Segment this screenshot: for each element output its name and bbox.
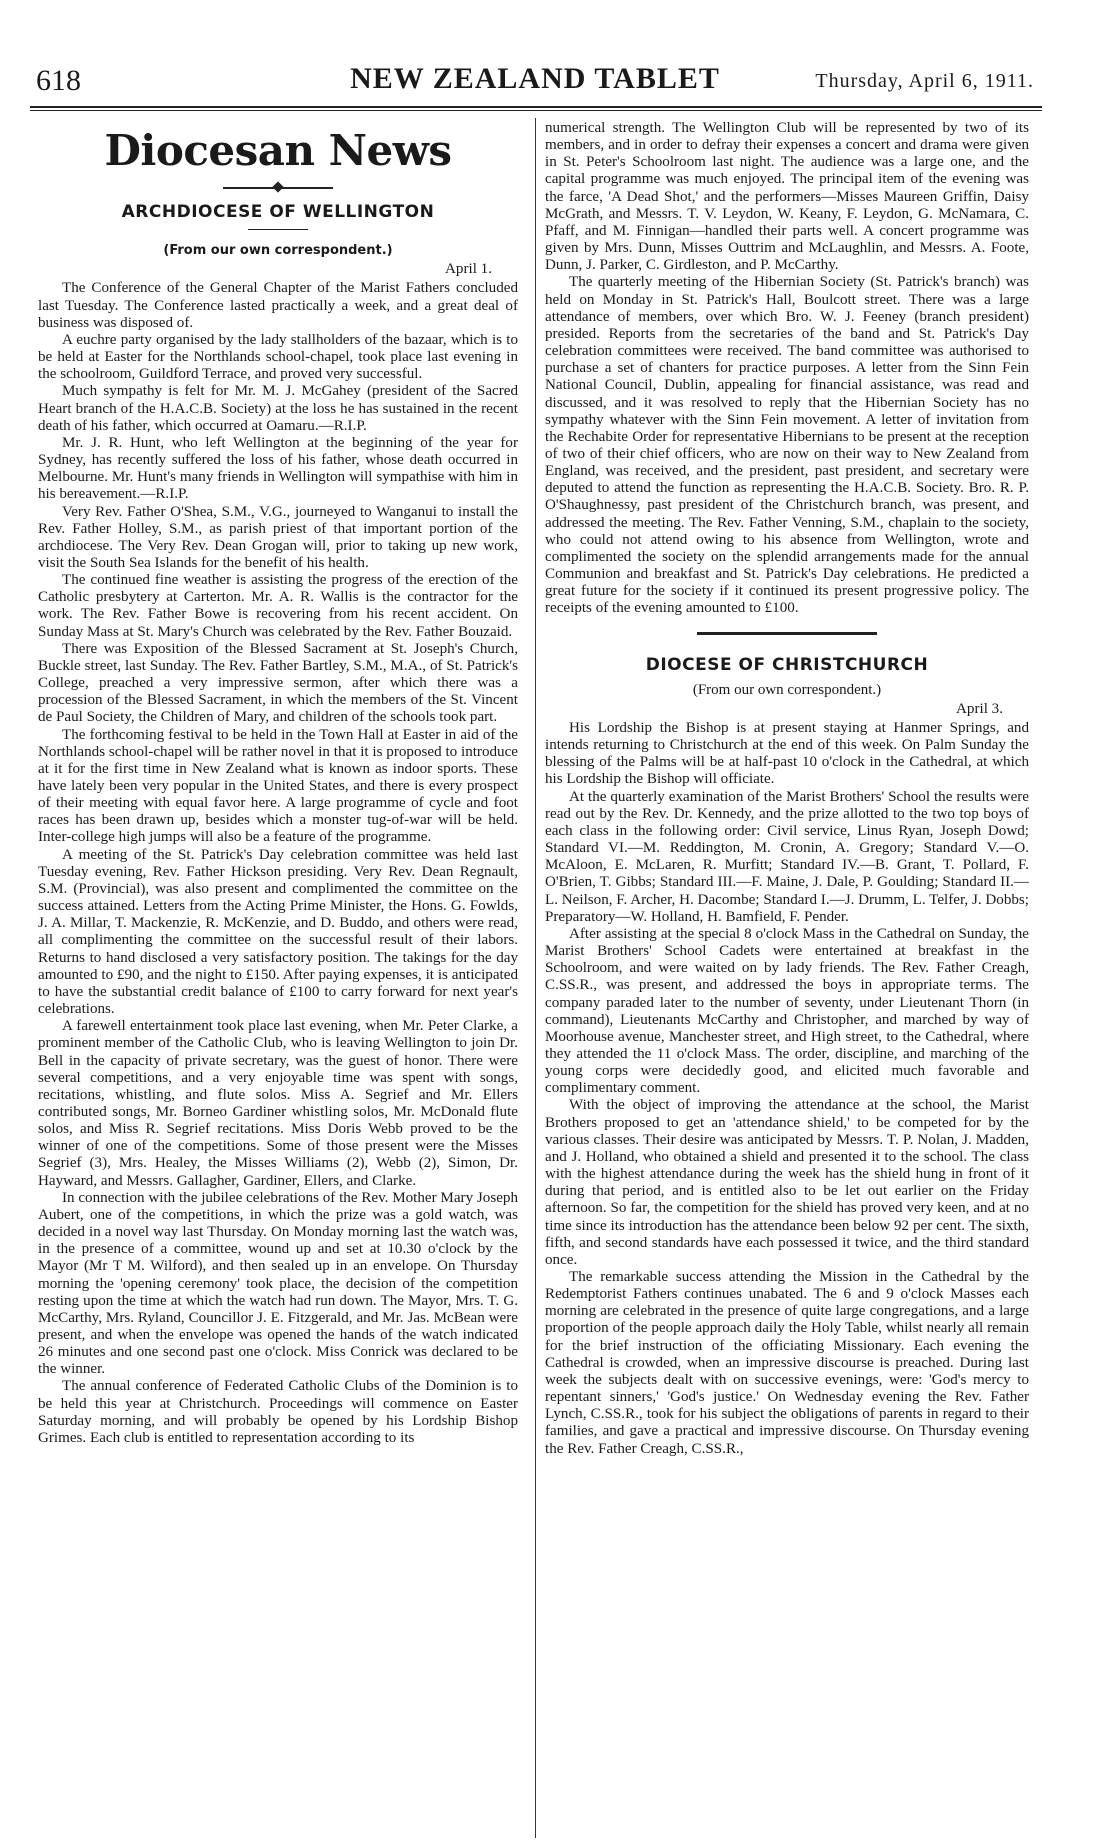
article-paragraph: A farewell entertainment took place last evening, when Mr. Peter Clarke, a prominent member of the Catholic Club, who is leaving Wellington to join Dr. Bell in the capacity of private secretary, was the guest of honor. There were several competitions, and a very enjoyable time was spent with songs, recitations, whistling, and flute solos. Miss A. Segrief and Mr. Ellers contributed songs, Mr. Borneo Gardiner whistling solos, Mr. McDonald flute solos, and Miss R. Segrief recitations. Miss Doris Webb proved to be the winner of one of the competitions. Some of those present were the Misses Segrief (3), Mrs. Healey, the Misses Williams (2), Webb (2), Simon, Dr. Hayward, and Messrs. Gallagher, Gardiner, Ellers, and Clarke. <box>38 1018 518 1189</box>
right-column <box>545 120 1029 1458</box>
page-number: 618 <box>36 64 81 97</box>
article-paragraph: The annual conference of Federated Catholic Clubs of the Dominion is to be held this year at Christchurch. Proceedings will commence on Easter Saturday morning, and will probably be opened by his Lordship Bishop Grimes. Each club is entitled to representation according to its <box>38 1378 518 1446</box>
article-paragraph: There was Exposition of the Blessed Sacrament at St. Joseph's Church, Buckle street, last Sunday. The Rev. Father Bartley, S.M., M.A., of St. Patrick's College, preached a very impressive sermon, after which there was a procession of the Blessed Sacrament, in which the members of the St. Vincent de Paul Society, the Children of Mary, and children of the schools took part. <box>38 640 518 726</box>
issue-date: Thursday, April 6, 1911. <box>815 70 1034 92</box>
article-paragraph: With the object of improving the attendance at the school, the Marist Brothers proposed to get an 'attendance shield,' to be competed for by the various classes. Their desire was anticipated by Messrs. T. P. Nolan, J. Madden, and J. Holland, who obtained a shield and presented it to the school. The class with the highest attendance during the week has the shield hung in front of it during that period, and is entitled also to be let out earlier on the Friday afternoon. So far, the competition for the shield has proved very keen, and at no time since its introduction has the attendance been below 92 per cent. The sixth, fifth, and second standards have each possessed it twice, and the third standard once. <box>545 1097 1029 1268</box>
page-title: Diocesan News <box>104 126 452 175</box>
section-separator <box>697 632 877 635</box>
article-paragraph: At the quarterly examination of the Marist Brothers' School the results were read out by the Rev. Dr. Kennedy, and the prize allotted to the two top boys of each class in the following order: Civil service, Linus Ryan, Joseph Dowd; Standard VI.—M. Reddington, M. Cronin, A. Gregory; Standard V.—O. McAloon, E. McLaren, R. Murfitt; Standard IV.—B. Grant, T. Pollard, F. O'Brien, T. Gibbs; Standard III.—F. Maine, J. Dale, P. Goulding; Standard II.—L. Neilson, F. Archer, H. Dacombe; Standard I.—J. Drumm, L. Telfer, J. Dobbs; Preparatory—W. Holland, H. Bamfield, F. Pender. <box>545 788 1029 925</box>
article-paragraph: Very Rev. Father O'Shea, S.M., V.G., journeyed to Wanganui to install the Rev. Father Holley, S.M., as parish priest of that important portion of the archdiocese. The Very Rev. Dean Grogan will, prior to taking up new work, visit the South Sea Islands for the benefit of his health. <box>38 503 518 571</box>
article-paragraph: After assisting at the special 8 o'clock Mass in the Cathedral on Sunday, the Marist Brothers' School Cadets were entertained at breakfast in the Schoolroom, and were waited on by lady friends. The Rev. Father Creagh, C.SS.R., was present, and addressed the boys in appropriate terms. The company paraded later to the number of seventy, under Lieutenant Thorn (in command), Lieutenants McCarthy and Christopher, and marched by way of Moorhouse avenue, Manchester street, and High street, to the Cathedral, where they attended the 11 o'clock Mass. The order, discipline, and marching of the young corps were decidedly good, and elicited much favorable and complimentary comment. <box>545 925 1029 1097</box>
ornament-rule <box>223 182 333 194</box>
article-paragraph: The forthcoming festival to be held in the Town Hall at Easter in aid of the Northlands school-chapel will be rather novel in that it is proposed to introduce at it for the first time in New Zealand what is known as indoor sports. These have lately been very popular in the United States, and there is every prospect of their meeting with equal favor here. A large programme of cycle and foot races has been drawn up, besides which a monster tug-of-war will be held. Inter-college high jumps will also be a feature of the programme. <box>38 726 518 846</box>
correspondent-note: (From our own correspondent.) <box>163 243 393 259</box>
page-header <box>28 62 1042 106</box>
article-paragraph: The remarkable success attending the Mission in the Cathedral by the Redemptorist Fathers continues unabated. The 6 and 9 o'clock Masses each morning are celebrated in the presence of quite large congregations, and a large proportion of the people approach daily the Holy Table, whilst nearly all remain for the brief instruction of the officiating Missionary. Each evening the Cathedral is crowded, when an impressive discourse is preached. During last week the subjects dealt with on successive evenings, were: 'God's mercy to repentant sinners,' 'God's justice.' On Wednesday evening the Rev. Father Lynch, C.SS.R., took for his subject the obligations of parents in regard to their families, and gave a practical and impressive discourse. On Thursday evening the Rev. Father Creagh, C.SS.R., <box>545 1269 1029 1457</box>
article-paragraph: Mr. J. R. Hunt, who left Wellington at the beginning of the year for Sydney, has recently suffered the loss of his father, whose death occurred in Melbourne. Mr. Hunt's many friends in Wellington will sympathise with him in his bereavement.—R.I.P. <box>38 434 518 503</box>
article-paragraph: The continued fine weather is assisting the progress of the erection of the Catholic presbytery at Carterton. Mr. A. R. Wallis is the contractor for the work. The Rev. Father Bowe is recovering from his recent accident. On Sunday Mass at St. Mary's Church was celebrated by the Rev. Father Bouzaid. <box>38 572 518 640</box>
header-rule-thin <box>30 110 1042 111</box>
section-heading-wellington: ARCHDIOCESE OF WELLINGTON <box>121 202 435 222</box>
column-divider <box>535 118 536 1838</box>
article-paragraph: The quarterly meeting of the Hibernian Society (St. Patrick's branch) was held on Monday in St. Patrick's Hall, Boulcott street. There was a large attendance of members, over which Bro. W. J. Feeney (branch president) presided. Reports from the secretaries of the band and St. Patrick's Day celebration committees were received. The band committee was authorised to purchase a set of chanters for practice purposes. A letter from the Sinn Fein National Council, Dublin, appealing for financial assistance, was read and discussed, and it was resolved to reply that the Hibernian Society has no sympathy whatever with the Sinn Fein movement. A letter of invitation from the Rechabite Order for representative Hibernians to be present at the reception of two of their chief officers, who are now on their way to New Zealand from England, was received, and the president, past president, and secretary were deputed to attend the function as representing the H.A.C.B. Society. Bro. R. P. O'Shaughnessy, past president of the Christchurch branch, was present, and addressed the meeting. The Rev. Father Venning, S.M., chaplain to the society, who could not attend owing to his absence from Wellington, wrote and complimented the society on the splendid arrangements made for the annual Communion and breakfast and St. Patrick's Day celebrations. He predicted a great future for the society if it continued its present progressive policy. The receipts of the evening amounted to £100. <box>545 274 1029 617</box>
dispatch-date: April 1. <box>445 261 492 278</box>
article-paragraph: A euchre party organised by the lady stallholders of the bazaar, which is to be held at Easter for the Northlands school-chapel, took place last evening in the schoolroom, Guildford Terrace, and proved very successful. <box>38 331 518 383</box>
dispatch-date: April 3. <box>956 700 1003 717</box>
article-paragraph: In connection with the jubilee celebrations of the Rev. Mother Mary Joseph Aubert, one of the competitions, in which the prize was a gold watch, was decided in a novel way last Thursday. On Monday morning last the watch was, in the presence of a committee, wound up and set at 10.30 o'clock by the Mayor (Mr T M. Wilford), and then sealed up in an envelope. On Thursday morning the 'opening ceremony' took place, the decision of the competition resting upon the time at which the watch had run down. The Mayor, Mrs. T. G. McCarthy, Mrs. Ryland, Councillor J. E. Fitzgerald, and Mr. Jas. McBean were present, and when the envelope was opened the hands of the watch indicated 26 minutes and one second past one o'clock. Miss Conrick was declared to be the winner. <box>38 1189 518 1378</box>
article-paragraph: His Lordship the Bishop is at present staying at Hanmer Springs, and intends returning to Christchurch at the end of this week. On Palm Sunday the blessing of the Palms will be at half-past 10 o'clock in the Cathedral, at which his Lordship the Bishop will officiate. <box>545 720 1029 788</box>
masthead: NEW ZEALAND TABLET <box>350 62 720 95</box>
article-paragraph: numerical strength. The Wellington Club will be represented by two of its members, and in order to defray their expenses a concert and drama were given in St. Peter's Schoolroom last night. The audience was a large one, and the capital programme was much enjoyed. The principal item of the evening was the farce, 'A Dead Shot,' and the performers—Misses Maureen Griffin, Daisy McGrath, and Messrs. T. V. Leydon, W. Keany, F. Leydon, G. McNamara, C. Pfaff, and M. Finnigan—handled their parts well. A concert programme was given by Mrs. Dunn, Misses Outtrim and McLaughlin, and Messrs. A. Foote, Dunn, J. Parker, C. Girdleston, and P. McCarthy. <box>545 120 1029 274</box>
article-paragraph: Much sympathy is felt for Mr. M. J. McGahey (president of the Sacred Heart branch of the H.A.C.B. Society) at the loss he has sustained in the recent death of his father, which occurred at Oamaru.—R.I.P. <box>38 383 518 434</box>
correspondent-note: (From our own correspondent.) <box>692 681 882 698</box>
section-heading-christchurch: DIOCESE OF CHRISTCHURCH <box>645 654 929 675</box>
article-paragraph: The Conference of the General Chapter of the Marist Fathers concluded last Tuesday. The Conference lasted practically a week, and a great deal of business was disposed of. <box>38 280 518 331</box>
left-column <box>38 120 518 1447</box>
article-paragraph: A meeting of the St. Patrick's Day celebration committee was held last Tuesday evening, Rev. Father Hickson presiding. Very Rev. Dean Regnault, S.M. (Provincial), was also present and complimented the committee on the success attained. Letters from the Acting Prime Minister, the Hons. G. Fowlds, J. A. Millar, T. Mackenzie, R. McKenzie, and D. Buddo, and others were read, all complimenting the committee on the successful result of their labors. Returns to hand disclosed a very satisfactory position. The takings for the day amounted to £90, and the night to £150. After paying expenses, it is anticipated to have the substantial credit balance of £100 to carry forward for next year's celebrations. <box>38 846 518 1018</box>
short-rule <box>248 229 308 230</box>
header-rule <box>30 106 1042 108</box>
